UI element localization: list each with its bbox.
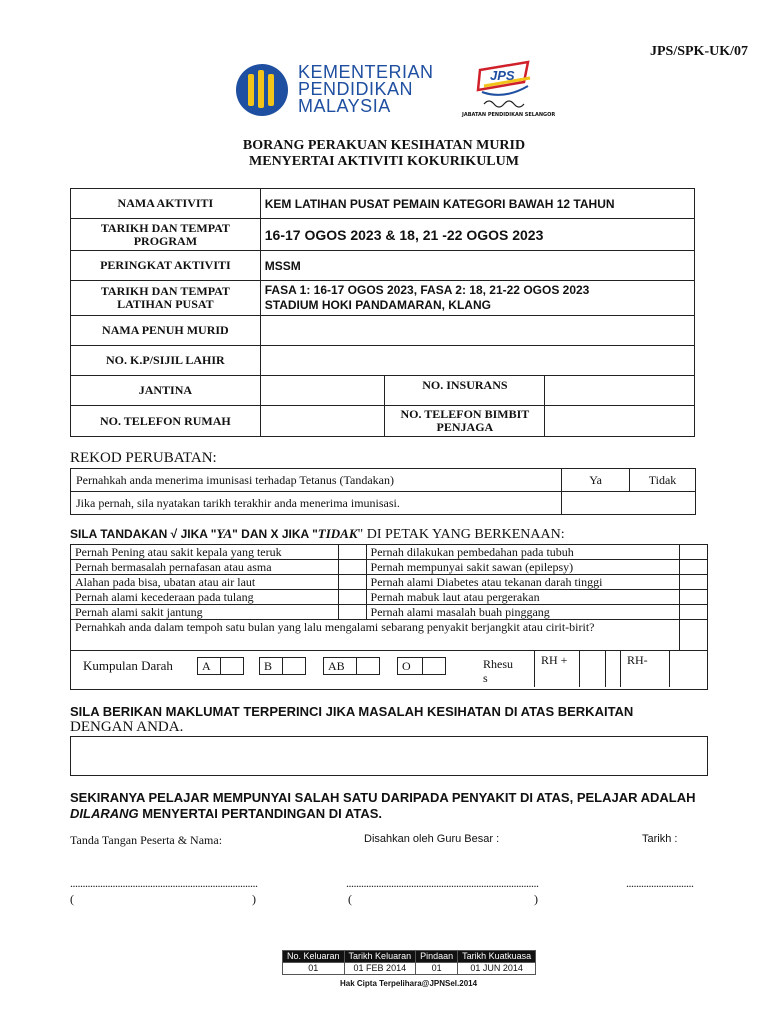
guardian-phone-label-line-1: NO. TELEFON BIMBIT	[400, 407, 530, 421]
tetanus-no-option[interactable]: Tidak	[630, 469, 696, 492]
revision-header-issue: No. Keluaran	[283, 951, 345, 963]
name-field[interactable]	[260, 316, 694, 346]
checklist-item-right: Pernah alami Diabetes atau tekanan darah tinggi	[366, 575, 679, 590]
participant-signature-line[interactable]: ...........................................................................	[70, 876, 258, 890]
program-label-line-2: PROGRAM	[133, 233, 198, 248]
checklist-box-left[interactable]	[338, 560, 366, 575]
training-label-line-1: TARIKH DAN TEMPAT	[100, 284, 230, 298]
document-revision-table	[282, 950, 536, 975]
checklist-box-right[interactable]	[680, 560, 708, 575]
insurance-field[interactable]	[545, 376, 695, 406]
gender-label: JANTINA	[71, 376, 261, 406]
rh-positive-box[interactable]	[579, 651, 606, 687]
training-label-line-2: LATIHAN PUSAT	[117, 297, 214, 311]
revision-header-effective-date: Tarikh Kuatkuasa	[458, 951, 536, 963]
blood-group-row	[71, 651, 708, 690]
training-label	[71, 281, 261, 316]
headmaster-signature-label: Disahkan oleh Guru Besar :	[364, 833, 500, 845]
checklist-item-right: Pernah dilakukan pembedahan pada tubuh	[366, 545, 679, 560]
checklist-box-left[interactable]	[338, 590, 366, 605]
checklist-box-right[interactable]	[680, 605, 708, 620]
ministry-name	[298, 64, 434, 115]
guardian-phone-label	[385, 406, 545, 437]
training-value[interactable]	[260, 281, 694, 316]
checklist-row	[71, 590, 708, 605]
home-phone-label: NO. TELEFON RUMAH	[71, 406, 261, 437]
rh-positive-label: RH +	[541, 653, 568, 667]
headmaster-signature-line[interactable]: .............................................................................	[346, 876, 539, 890]
revision-effective-date: 01 JUN 2014	[458, 963, 536, 975]
rhesus-label	[483, 657, 513, 685]
revision-issue-date: 01 FEB 2014	[344, 963, 416, 975]
blood-type-a-label: A	[197, 657, 221, 675]
checklist-row	[71, 560, 708, 575]
details-heading-line-2: DENGAN ANDA.	[70, 719, 184, 735]
participant-name-paren-close: )	[252, 892, 256, 906]
ic-field[interactable]	[260, 346, 694, 376]
gender-field[interactable]	[260, 376, 385, 406]
name-label: NAMA PENUH MURID	[71, 316, 261, 346]
ministry-logo-icon	[236, 64, 288, 116]
warning-line-2	[70, 806, 382, 822]
checklist-row	[71, 605, 708, 620]
checklist-heading-post: " DI PETAK YANG BERKENAAN:	[357, 527, 565, 542]
participant-name-paren-open: (	[70, 892, 74, 906]
checklist-box-left[interactable]	[338, 575, 366, 590]
checklist-row	[71, 575, 708, 590]
checklist-row	[71, 545, 708, 560]
rh-negative-box[interactable]	[669, 651, 698, 687]
checklist-box-right[interactable]	[680, 575, 708, 590]
rhesus-label-line-2: s	[483, 671, 488, 685]
checklist-item-left: Pernah alami sakit jantung	[71, 605, 339, 620]
blood-type-b-box[interactable]	[283, 657, 306, 675]
immunisation-table	[70, 468, 696, 515]
checklist-box-left[interactable]	[338, 605, 366, 620]
jps-subtitle: JABATAN PENDIDIKAN SELANGOR	[462, 112, 556, 118]
tetanus-question: Pernahkah anda menerima imunisasi terhadap Tetanus (Tandakan)	[71, 469, 562, 492]
headmaster-name-paren-close: )	[534, 892, 538, 906]
jps-logo-text: JPS	[490, 68, 515, 83]
checklist-box-right[interactable]	[680, 545, 708, 560]
copyright-notice: Hak Cipta Terpelihara@JPNSel.2014	[340, 979, 478, 988]
checklist-item-left: Pernah Pening atau sakit kepala yang teruk	[71, 545, 339, 560]
revision-amendment: 01	[416, 963, 458, 975]
program-label	[71, 219, 261, 251]
checklist-heading-pre: SILA TANDAKAN √ JIKA "	[70, 527, 217, 541]
checklist-heading-ya: YA	[216, 526, 233, 541]
jps-logo-icon	[474, 56, 534, 118]
blood-group-label: Kumpulan Darah	[83, 658, 173, 673]
activity-value[interactable]: KEM LATIHAN PUSAT PEMAIN KATEGORI BAWAH 12 TAHUN	[260, 189, 694, 219]
blood-type-o[interactable]	[397, 657, 446, 675]
blood-type-o-label: O	[397, 657, 423, 675]
warning-line-1: SEKIRANYA PELAJAR MEMPUNYAI SALAH SATU DARIPADA PENYAKIT DI ATAS, PELAJAR ADALAH	[70, 790, 696, 805]
activity-info-table	[70, 188, 695, 437]
activity-label: NAMA AKTIVITI	[71, 189, 261, 219]
rh-positive[interactable]	[534, 651, 606, 687]
rh-negative[interactable]	[620, 651, 698, 687]
checklist-heading	[70, 526, 565, 543]
checklist-box-right[interactable]	[680, 590, 708, 605]
revision-header-issue-date: Tarikh Keluaran	[344, 951, 416, 963]
rh-negative-label: RH-	[627, 653, 648, 667]
warning-line-2-rest: MENYERTAI PERTANDINGAN DI ATAS.	[138, 806, 382, 821]
form-title-line-1: BORANG PERAKUAN KESIHATAN MURID	[242, 138, 526, 153]
blood-type-o-box[interactable]	[423, 657, 446, 675]
infectious-question: Pernahkah anda dalam tempoh satu bulan yang lalu mengalami sebarang penyakit berjangkit atau cirit-birit?	[71, 620, 680, 651]
guardian-phone-field[interactable]	[545, 406, 695, 437]
date-label: Tarikh :	[642, 833, 678, 845]
form-title-line-2: MENYERTAI AKTIVITI KOKURIKULUM	[249, 154, 519, 169]
level-value[interactable]: MSSM	[260, 251, 694, 281]
revision-issue: 01	[283, 963, 345, 975]
warning-dilarang: DILARANG	[70, 806, 139, 821]
ministry-line-2: PENDIDIKAN	[298, 79, 414, 99]
health-details-field[interactable]	[70, 736, 708, 776]
checklist-heading-tidak: TIDAK	[317, 526, 358, 541]
checklist-box-left[interactable]	[338, 545, 366, 560]
level-label: PERINGKAT AKTIVITI	[71, 251, 261, 281]
blood-type-b[interactable]	[259, 657, 306, 675]
program-label-line-1: TARIKH DAN TEMPAT	[100, 220, 230, 235]
blood-type-ab[interactable]	[323, 657, 380, 675]
checklist-item-right: Pernah mempunyai sakit sawan (epilepsy)	[366, 560, 679, 575]
home-phone-field[interactable]	[260, 406, 385, 437]
blood-type-ab-label: AB	[323, 657, 357, 675]
revision-header-amendment: Pindaan	[416, 951, 458, 963]
guardian-phone-label-line-2: PENJAGA	[436, 420, 494, 434]
participant-signature-label: Tanda Tangan Peserta & Nama:	[70, 833, 223, 847]
blood-type-a-box[interactable]	[221, 657, 244, 675]
blood-type-a[interactable]	[197, 657, 244, 675]
ministry-line-1: KEMENTERIAN	[298, 62, 434, 82]
tetanus-yes-option[interactable]: Ya	[562, 469, 630, 492]
blood-type-ab-box[interactable]	[357, 657, 380, 675]
health-checklist-table	[70, 544, 708, 690]
checklist-item-left: Pernah bermasalah pernafasan atau asma	[71, 560, 339, 575]
checklist-item-right: Pernah alami masalah buah pinggang	[366, 605, 679, 620]
ministry-line-3: MALAYSIA	[298, 96, 391, 116]
ic-label: NO. K.P/SIJIL LAHIR	[71, 346, 261, 376]
details-heading-line-1: SILA BERIKAN MAKLUMAT TERPERINCI JIKA MASALAH KESIHATAN DI ATAS BERKAITAN	[70, 704, 634, 719]
headmaster-name-paren-open: (	[348, 892, 352, 906]
document-code: JPS/SPK-UK/07	[649, 44, 748, 59]
checklist-item-left: Pernah alami kecederaan pada tulang	[71, 590, 339, 605]
infectious-box[interactable]	[680, 620, 708, 651]
insurance-label: NO. INSURANS	[385, 376, 545, 406]
rhesus-label-line-1: Rhesu	[483, 657, 513, 671]
checklist-item-right: Pernah mabuk laut atau pergerakan	[366, 590, 679, 605]
blood-type-b-label: B	[259, 657, 283, 675]
training-value-line-2: STADIUM HOKI PANDAMARAN, KLANG	[264, 298, 491, 312]
program-value[interactable]: 16-17 OGOS 2023 & 18, 21 -22 OGOS 2023	[260, 219, 694, 251]
immunisation-date-field[interactable]	[562, 492, 696, 515]
immunisation-date-question: Jika pernah, sila nyatakan tarikh terakhir anda menerima imunisasi.	[71, 492, 562, 515]
medical-record-heading: REKOD PERUBATAN:	[70, 450, 217, 466]
checklist-heading-mid: " DAN X JIKA "	[232, 527, 318, 541]
date-line[interactable]: ...........................	[626, 876, 694, 890]
training-value-line-1: FASA 1: 16-17 OGOS 2023, FASA 2: 18, 21-22 OGOS 2023	[264, 283, 590, 297]
checklist-item-left: Alahan pada bisa, ubatan atau air laut	[71, 575, 339, 590]
